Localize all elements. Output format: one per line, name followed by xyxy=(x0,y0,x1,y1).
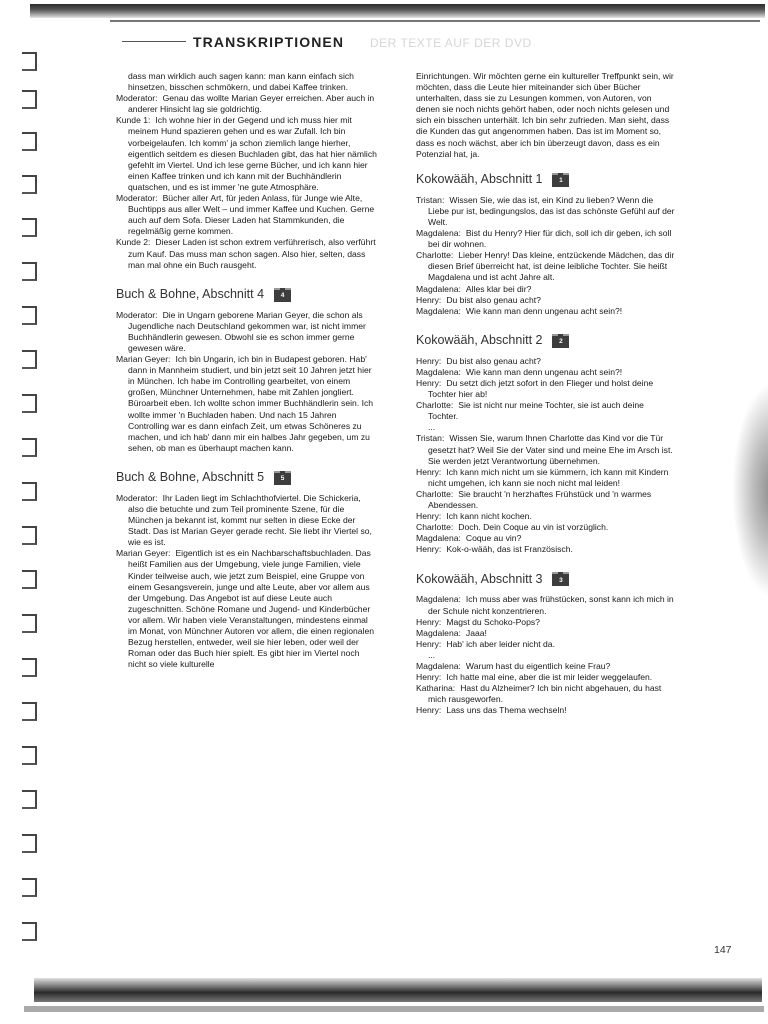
spoken-text: Lass uns das Thema wechseln! xyxy=(446,705,567,716)
binding-hole xyxy=(22,394,37,413)
speaker-label: Magdalena: xyxy=(416,661,461,672)
section-heading xyxy=(116,471,378,485)
speaker-label: Tristan: xyxy=(416,194,445,205)
binding-hole xyxy=(22,52,37,71)
spoken-text: Hab' ich aber leider nicht da. xyxy=(446,638,555,649)
section-heading xyxy=(416,334,676,348)
transcript-line xyxy=(116,354,378,454)
speaker-label: Magdalena: xyxy=(416,594,461,605)
speaker-label: Henry: xyxy=(416,672,442,683)
spoken-text: Hast du Alzheimer? Ich bin nicht abgehauen, du hast mich rausgeworfen. xyxy=(428,683,662,705)
transcript-line xyxy=(416,422,676,433)
spoken-text: Du bist also genau acht? xyxy=(446,294,541,305)
speaker-label: Charlotte: xyxy=(416,400,454,411)
spiral-binding xyxy=(0,0,44,1024)
section-heading xyxy=(416,173,676,187)
spoken-text: Magst du Schoko-Pops? xyxy=(446,616,540,627)
speaker-label: Henry: xyxy=(416,294,442,305)
transcript-line xyxy=(416,306,676,317)
transcript-line xyxy=(416,400,676,422)
speaker-label: Tristan: xyxy=(416,433,445,444)
transcript-line xyxy=(416,533,676,544)
spoken-text: Warum hast du eigentlich keine Frau? xyxy=(465,661,611,672)
dvd-track-icon: 4 xyxy=(274,288,291,302)
spoken-text: Jaaa! xyxy=(465,627,487,638)
binding-hole xyxy=(22,262,37,281)
spoken-text: Die in Ungarn geborene Marian Geyer, die schon als Jugendliche nach Deutschland gekommen war, ist nicht immer Buchhändlerin gewesen. Obwohl sie es schon immer gerne gewesen wäre. xyxy=(128,309,366,353)
speaker-label: Magdalena: xyxy=(416,533,461,544)
spoken-text: Sie ist nicht nur meine Tochter, sie ist auch deine Tochter. xyxy=(428,400,644,422)
binding-hole xyxy=(22,658,37,677)
scan-line-bottom xyxy=(24,1006,764,1012)
transcript-line xyxy=(416,378,676,400)
section-heading xyxy=(116,288,378,302)
speaker-label: Henry: xyxy=(416,355,442,366)
spoken-text: Du setzt dich jetzt sofort in den Flieger und holst deine Tochter hier ab! xyxy=(428,377,654,400)
speaker-label: Henry: xyxy=(416,377,442,388)
page-number: 147 xyxy=(714,944,732,956)
transcript-line xyxy=(116,71,378,93)
binding-hole xyxy=(22,570,37,589)
spoken-text: Wissen Sie, wie das ist, ein Kind zu lieben? Wenn die Liebe pur ist, bedingungslos, das ist das schönste Gefühl auf der Welt. xyxy=(428,194,675,227)
speaker-label: Moderator: xyxy=(116,309,158,320)
left-intro xyxy=(116,71,378,271)
transcript-line xyxy=(416,672,676,683)
speaker-label: Moderator: xyxy=(116,193,158,204)
transcript-line xyxy=(116,310,378,354)
binding-hole xyxy=(22,790,37,809)
binding-hole xyxy=(22,614,37,633)
spoken-text: Eigentlich ist es ein Nachbarschaftsbuchladen. Das heißt Familien aus der Umgebung, viele junge Familien, viele Kinder teilweise auch, wie jetzt zum Beispiel, eine Gruppe von einem Gesangsverein, junge und alte Leute, aber vor allem aus der Umgebung. Das Angebot ist auf diese Leute auch zugeschnitten. Schöne Romane und Jugend- und Kinderbücher vor allem. Wir haben viele Veranstaltungen, mindestens einmal im Monat, von Münchner Autoren vor allem, die einen regionalen Bezug herstellen, entweder, weil sie hier leben, oder weil der Roman oder das Buch hier spielt. Es gibt hier im Viertel noch nicht so viele kulturelle xyxy=(128,548,375,670)
transcript-line xyxy=(416,433,676,466)
spoken-text: Kok-o-wääh, das ist Französisch. xyxy=(446,544,573,555)
spoken-text: Wie kann man denn ungenau acht sein?! xyxy=(465,305,623,316)
transcript-line xyxy=(116,237,378,270)
dvd-track-icon: 2 xyxy=(552,334,569,348)
spoken-text: Doch. Dein Coque au vin ist vorzüglich. xyxy=(458,522,609,533)
right-column xyxy=(416,71,676,717)
spoken-text: ... xyxy=(428,649,436,660)
left-column xyxy=(116,71,378,670)
transcript-line xyxy=(416,228,676,250)
section-body xyxy=(116,493,378,671)
spoken-text: ... xyxy=(428,422,436,433)
speaker-label: Charlotte: xyxy=(416,488,454,499)
section-title: Kokowääh, Abschnitt 3 xyxy=(416,571,543,586)
transcript-line xyxy=(416,639,676,650)
speaker-label: Henry: xyxy=(416,616,442,627)
spoken-text: Sie braucht 'n herzhaftes Frühstück und 'n warmes Abendessen. xyxy=(428,488,652,510)
transcript-line xyxy=(416,367,676,378)
transcript-line xyxy=(416,195,676,228)
transcript-line xyxy=(416,683,676,705)
transcript-line xyxy=(416,522,676,533)
spoken-text: Wissen Sie, warum Ihnen Charlotte das Kind vor die Tür gesetzt hat? Weil Sie der Vater sind und meine Ehe im Arsch ist. Sie werden jetzt Verantwortung übernehmen. xyxy=(428,433,673,466)
binding-hole xyxy=(22,834,37,853)
binding-hole xyxy=(22,878,37,897)
speaker-label: Moderator: xyxy=(116,492,158,503)
spoken-text: Ich hatte mal eine, aber die ist mir leider weggelaufen. xyxy=(446,672,653,683)
transcript-line xyxy=(416,594,676,616)
transcript-line xyxy=(416,628,676,639)
transcript-line xyxy=(416,511,676,522)
transcript-line xyxy=(416,356,676,367)
transcript-line xyxy=(416,250,676,283)
speaker-label: Marian Geyer: xyxy=(116,548,171,559)
section-body xyxy=(416,594,676,716)
speaker-label: Henry: xyxy=(416,638,442,649)
transcript-line xyxy=(116,548,378,670)
section-title: Kokowääh, Abschnitt 1 xyxy=(416,172,543,187)
speaker-label: Marian Geyer: xyxy=(116,354,171,365)
binding-hole xyxy=(22,702,37,721)
spoken-text: Ich muss aber was frühstücken, sonst kann ich mich in der Schule nicht konzentrieren. xyxy=(428,594,674,616)
speaker-label: Henry: xyxy=(416,544,442,555)
speaker-label: Magdalena: xyxy=(416,283,461,294)
transcript-line xyxy=(416,650,676,661)
transcript-line xyxy=(416,295,676,306)
binding-hole xyxy=(22,482,37,501)
spoken-text: Dieser Laden ist schon extrem verführerisch, also verführt zum Kauf. Das muss man schon sagen. Also hier, selten, dass man mal ohne ein Buch rausgeht. xyxy=(128,237,376,270)
dvd-track-icon: 5 xyxy=(274,471,291,485)
transcript-line xyxy=(416,467,676,489)
section-body xyxy=(416,356,676,556)
spoken-text: Ihr Laden liegt im Schlachthofviertel. Die Schickeria, also die betuchte und zum Teil prominente Szene, für die München ja bekannt ist, kommt nur selten in diese Ecke der Stadt. Das ist Marian Geyer gerade recht. Sie liebt ihr Viertel so, wie es ist. xyxy=(128,492,372,548)
speaker-label: Magdalena: xyxy=(416,305,461,316)
transcript-line xyxy=(416,284,676,295)
dvd-track-icon: 3 xyxy=(552,572,569,586)
spoken-text: Bücher aller Art, für jeden Anlass, für Junge wie Alte, Buchtipps aus aller Welt – und immer Kaffee und Kuchen. Gerne auch auf dem Sofa. Dieser Laden hat Stammkunden, die regelmäßig gerne kommen. xyxy=(128,193,375,237)
dvd-track-icon: 1 xyxy=(552,173,569,187)
right-intro-text: Einrichtungen. Wir möchten gerne ein kultureller Treffpunkt sein, wir möchten, dass die Leute hier miteinander sich über Bücher unterhalten, dass sie zu Lesungen kommen, von Autoren, von denen sie noch nichts gehört haben, oder noch nichts gelesen und sich ein bisschen unterhält. Ich bin sehr zufrieden. Man sieht, dass die Kunden das gut angenommen haben. Das ist im Moment so, dass es noch wächst, aber ich bin überzeugt davon, dass es ein Potenzial hat, ja. xyxy=(416,71,674,159)
speaker-label: Kunde 1: xyxy=(116,115,151,126)
transcript-line xyxy=(116,93,378,115)
spoken-text: Alles klar bei dir? xyxy=(465,283,532,294)
spoken-text: Wie kann man denn ungenau acht sein?! xyxy=(465,366,623,377)
spoken-text: Du bist also genau acht? xyxy=(446,355,541,366)
binding-hole xyxy=(22,306,37,325)
binding-hole xyxy=(22,90,37,109)
speaker-label: Moderator: xyxy=(116,93,158,104)
transcript-line xyxy=(416,661,676,672)
transcript-line xyxy=(416,489,676,511)
spoken-text: dass man wirklich auch sagen kann: man kann einfach sich hinsetzen, bisschen schmökern, und dabei Kaffee trinken. xyxy=(128,71,354,93)
binding-hole xyxy=(22,922,37,941)
section-body xyxy=(416,195,676,317)
speaker-label: Henry: xyxy=(416,511,442,522)
spoken-text: Coque au vin? xyxy=(465,533,522,544)
speaker-label: Katharina: xyxy=(416,683,456,694)
scan-edge-bottom xyxy=(34,978,762,1002)
section-title: Kokowääh, Abschnitt 2 xyxy=(416,333,543,348)
spoken-text: Genau das wollte Marian Geyer erreichen. Aber auch in anderer Hinsicht lag sie goldrichtig. xyxy=(128,93,375,115)
speaker-label: Magdalena: xyxy=(416,228,461,239)
section-heading xyxy=(416,572,676,586)
speaker-label: Magdalena: xyxy=(416,627,461,638)
speaker-label: Henry: xyxy=(416,705,442,716)
scan-line-top xyxy=(110,20,760,22)
transcript-line xyxy=(416,705,676,716)
binding-hole xyxy=(22,526,37,545)
transcript-line xyxy=(116,493,378,548)
transcript-line xyxy=(116,193,378,237)
spoken-text: Ich kann mich nicht um sie kümmern, ich kann mit Kindern nicht umgehen, ich kann sie noch nicht mal leiden! xyxy=(428,466,669,488)
section-title: Buch & Bohne, Abschnitt 4 xyxy=(116,287,265,302)
scan-edge-top xyxy=(30,4,765,18)
transcript-line xyxy=(116,115,378,193)
speaker-label: Charlotte: xyxy=(416,522,454,533)
speaker-label: Henry: xyxy=(416,466,442,477)
section-title: Buch & Bohne, Abschnitt 5 xyxy=(116,470,265,485)
spoken-text: Ich wohne hier in der Gegend und ich muss hier mit meinem Hund spazieren gehen und es war Zufall. Ich bin vorbeigelaufen. Ich komm' ja schon ziemlich lange hierher, eigentlich seitdem es diesen Buchladen gibt, das hat hier nämlich gefehlt im Viertel. Und ich lese gerne Bücher, und ich kann hier einen Kaffee trinken und ich kann mit der Buchhändlerin quatschen, und es ist immer 'ne gute Atmosphäre. xyxy=(128,115,377,192)
speaker-label: Charlotte: xyxy=(416,250,454,261)
binding-hole xyxy=(22,218,37,237)
binding-hole xyxy=(22,438,37,457)
binding-hole xyxy=(22,132,37,151)
spoken-text: Lieber Henry! Das kleine, entzückende Mädchen, das dir diesen Brief überreicht hat, ist deine leibliche Tochter. Sie heißt Magdalena und ist acht Jahre alt. xyxy=(428,250,675,283)
spoken-text: Bist du Henry? Hier für dich, soll ich dir geben, ich soll bei dir wohnen. xyxy=(428,228,672,250)
spoken-text: Ich kann nicht kochen. xyxy=(446,511,532,522)
page-header-faded: DER TEXTE AUF DER DVD xyxy=(370,36,532,50)
transcript-line xyxy=(416,544,676,555)
spoken-text: Ich bin Ungarin, ich bin in Budapest geboren. Hab' dann in Mannheim studiert, und bin jetzt seit 10 Jahren jetzt hier in München. Ich habe im Controlling gearbeitet, von einem großen, Münchner Unternehmen, habe mit Zahlen jongliert. Büroarbeit eben. Ich wollte schon immer Buchhändlerin sein. Ich wollte immer 'n Buchladen haben. Und nach 15 Jahren Controlling war es dann einfach Zeit, um etwas Schöneres zu machen, und ich hab' dann mir ein halbes Jahr gegeben, um zu sehen, ob man es überhaupt machen kann. xyxy=(128,354,374,453)
header-rule xyxy=(122,41,186,42)
binding-hole xyxy=(22,175,37,194)
binding-hole xyxy=(22,350,37,369)
binding-hole xyxy=(22,746,37,765)
page-curl-shadow xyxy=(733,385,768,595)
page-header-title: TRANSKRIPTIONEN xyxy=(193,34,345,50)
transcript-line xyxy=(416,617,676,628)
section-body xyxy=(116,310,378,454)
speaker-label: Magdalena: xyxy=(416,366,461,377)
speaker-label: Kunde 2: xyxy=(116,237,151,248)
